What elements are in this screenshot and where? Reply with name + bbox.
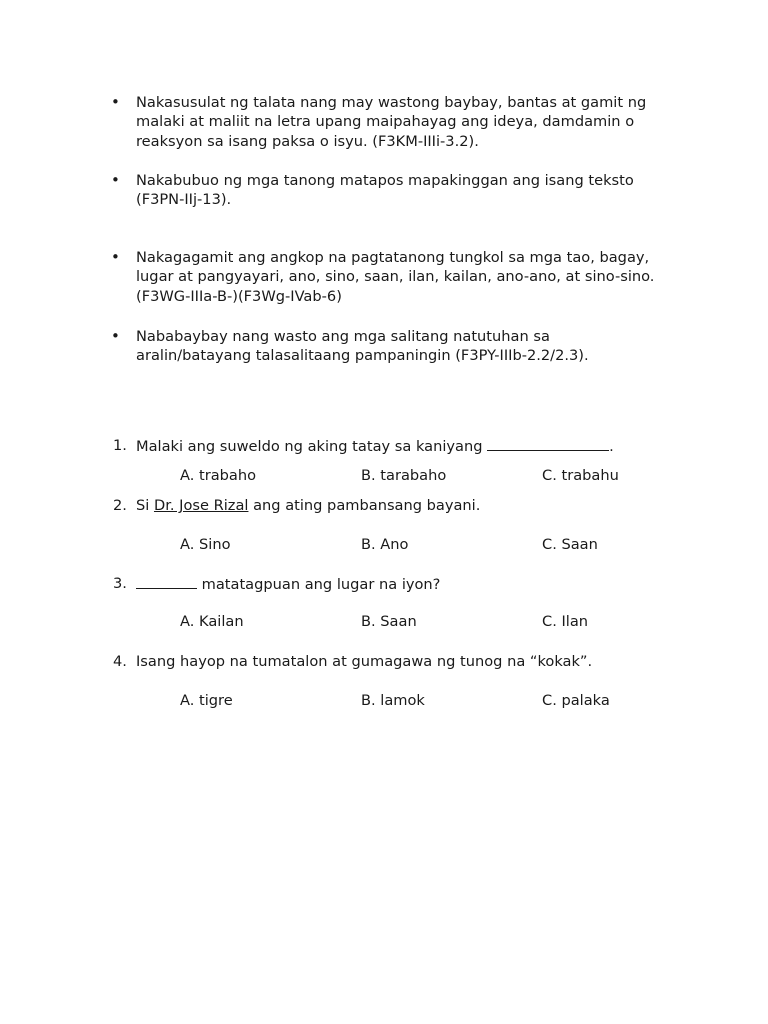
bullet-icon: • — [111, 171, 120, 189]
objective-line: (F3PN-IIj-13). — [136, 191, 232, 209]
question-stem — [136, 496, 480, 515]
objective-line: aralin/batayang talasalitaang pampaningin (F3PY-IIIb-2.2/2.3). — [136, 347, 589, 365]
option-c[interactable]: C. palaka — [542, 692, 610, 709]
bullet-icon: • — [111, 93, 120, 111]
question-stem — [136, 436, 614, 456]
option-a[interactable]: A. trabaho — [180, 467, 257, 484]
objective-line: Nakabubuo ng mga tanong matapos mapakinggan ang isang teksto — [136, 172, 634, 189]
bullet-icon: • — [111, 248, 120, 266]
objective-line: Nakagagamit ang angkop na pagtatanong tungkol sa mga tao, bagay, — [136, 249, 650, 266]
question-text-end: ang ating pambansang bayani. — [253, 497, 481, 514]
question-text: Si — [136, 497, 150, 514]
objective-line: lugar at pangyayari, ano, sino, saan, ilan, kailan, ano-ano, at sino-sino. — [136, 268, 655, 286]
question-text: matatagpuan ang lugar na iyon? — [201, 576, 441, 593]
question-text-end: . — [609, 438, 614, 455]
question-number: 4. — [113, 653, 127, 670]
option-b[interactable]: B. tarabaho — [361, 467, 447, 484]
option-a[interactable]: A. Kailan — [180, 613, 244, 630]
option-a[interactable]: A. tigre — [180, 692, 233, 709]
option-a[interactable]: A. Sino — [180, 536, 231, 553]
option-b[interactable]: B. lamok — [361, 692, 425, 709]
question-number: 3. — [113, 575, 127, 592]
option-c[interactable]: C. Ilan — [542, 613, 589, 630]
objective-line: Nababaybay nang wasto ang mga salitang natutuhan sa — [136, 328, 550, 345]
underlined-subject: Dr. Jose Rizal — [153, 497, 249, 514]
objective-line: reaksyon sa isang paksa o isyu. (F3KM-IIIi-3.2). — [136, 132, 479, 150]
question-text: Isang hayop na tumatalon at gumagawa ng tunog na “kokak”. — [136, 653, 593, 670]
answer-blank — [487, 436, 609, 451]
question-number: 1. — [113, 437, 127, 454]
option-b[interactable]: B. Saan — [361, 613, 417, 630]
bullet-icon: • — [111, 327, 120, 345]
option-c[interactable]: C. trabahu — [542, 467, 619, 484]
option-c[interactable]: C. Saan — [542, 536, 598, 553]
question-stem — [136, 574, 440, 594]
objective-line: (F3WG-IIIa-B-)(F3Wg-IVab-6) — [136, 287, 342, 305]
answer-blank — [136, 574, 197, 589]
option-b[interactable]: B. Ano — [361, 536, 409, 553]
objective-line: Nakasusulat ng talata nang may wastong baybay, bantas at gamit ng — [136, 94, 647, 111]
objective-line: malaki at maliit na letra upang maipahayag ang ideya, damdamin o — [136, 113, 635, 131]
question-text: Malaki ang suweldo ng aking tatay sa kaniyang — [136, 438, 483, 455]
question-number: 2. — [113, 497, 127, 514]
